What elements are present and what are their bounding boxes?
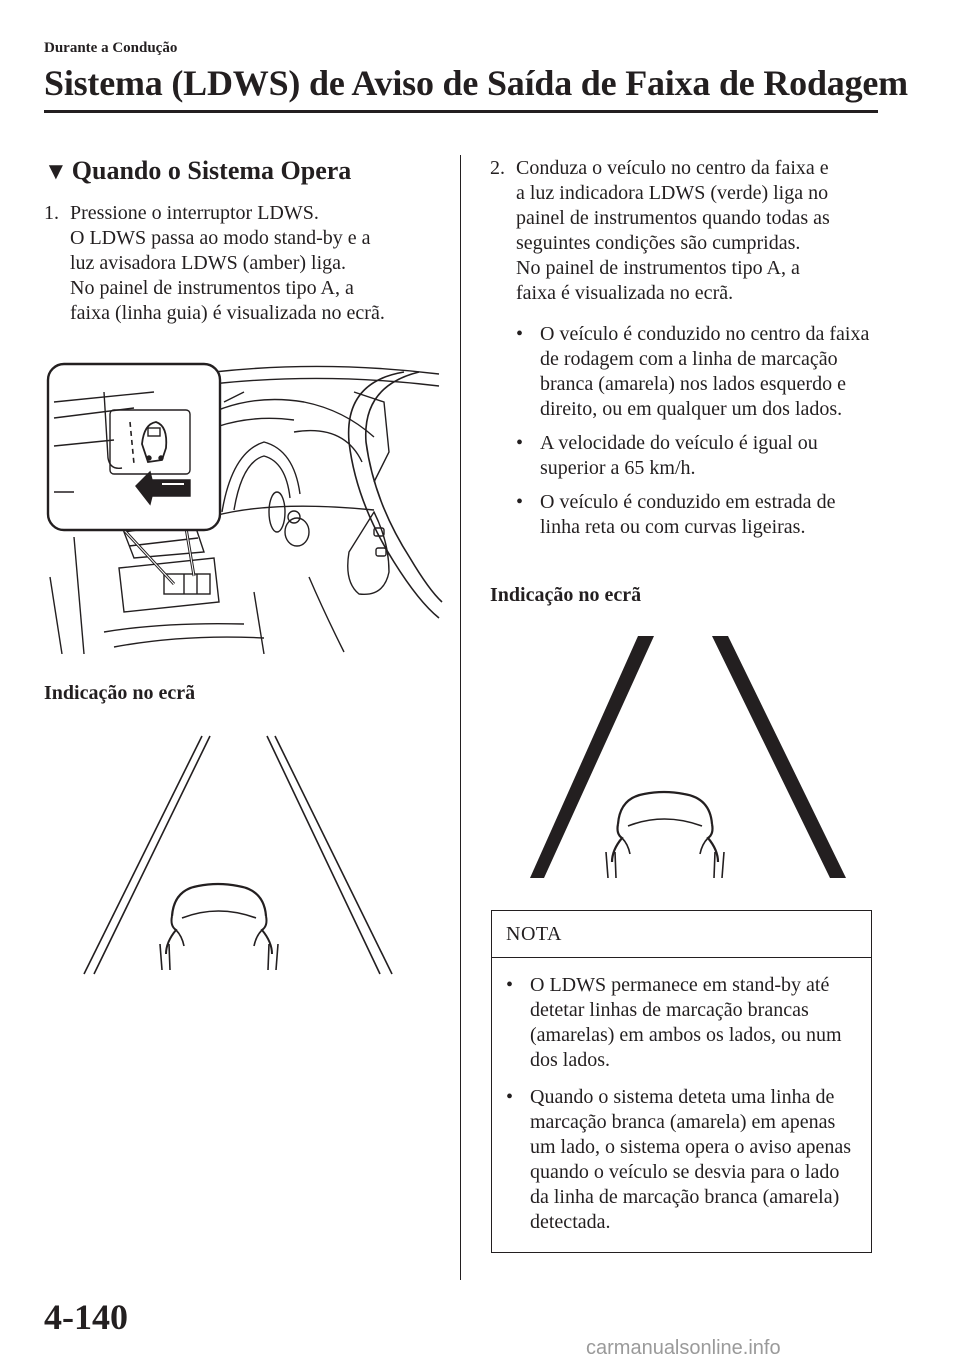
- display-label-left: Indicação no ecrã: [44, 682, 196, 704]
- step-1-line: Pressione o interruptor LDWS.: [70, 202, 319, 224]
- step-2-line: seguintes condições são cumpridas.: [516, 232, 801, 254]
- step-1-text: [70, 201, 385, 326]
- step-2-line: faixa é visualizada no ecrã.: [516, 282, 734, 304]
- bullet-icon: •: [516, 491, 524, 513]
- note-heading: NOTA: [506, 923, 562, 945]
- subheading: [44, 156, 351, 186]
- display-label-right: Indicação no ecrã: [490, 584, 642, 606]
- note-text: O LDWS permanece em stand-by até detetar linhas de marcação brancas (amarelas) em ambos os lados, ou num dos lados.: [530, 974, 842, 1071]
- step-1: [44, 201, 444, 331]
- note-box: [491, 910, 872, 1253]
- step-1-line: O LDWS passa ao modo stand-by e a: [70, 227, 371, 249]
- list-item: [516, 431, 878, 481]
- dashboard-switch-illustration: [44, 362, 444, 654]
- step-2: [490, 156, 890, 311]
- bullet-icon: •: [516, 432, 524, 454]
- watermark: carmanualsonline.info: [586, 1337, 781, 1359]
- step-2-line: No painel de instrumentos tipo A, a: [516, 257, 800, 279]
- subheading-text: Quando o Sistema Opera: [71, 156, 352, 185]
- bullet-icon: •: [506, 1086, 514, 1108]
- column-divider: [460, 155, 461, 1280]
- condition-text: O veículo é conduzido em estrada de linha reta ou com curvas ligeiras.: [540, 491, 836, 538]
- section-label: Durante a Condução: [44, 40, 178, 56]
- page-number: 4-140: [44, 1297, 128, 1337]
- header-rule: [44, 110, 878, 113]
- step-1-line: luz avisadora LDWS (amber) liga.: [70, 252, 347, 274]
- condition-text: A velocidade do veículo é igual ou superior a 65 km/h.: [540, 432, 818, 479]
- step-2-line: a luz indicadora LDWS (verde) liga no: [516, 182, 829, 204]
- list-item: [516, 490, 878, 540]
- note-list: [506, 973, 861, 1247]
- bullet-icon: •: [506, 974, 514, 996]
- step-1-line: faixa (linha guia) é visualizada no ecrã.: [70, 302, 385, 324]
- conditions-list: [516, 322, 878, 549]
- lane-display-standby: [80, 734, 400, 978]
- bullet-icon: •: [516, 323, 524, 345]
- step-1-number: 1.: [44, 202, 59, 224]
- step-2-text: [516, 156, 830, 306]
- note-header: [492, 911, 871, 958]
- note-text: Quando o sistema deteta uma linha de marcação branca (amarela) em apenas um lado, o sistema opera o aviso apenas quando o veículo se desvia para o lado da linha de marcação branca (amarela) detectada.: [530, 1086, 852, 1233]
- list-item: [506, 973, 861, 1073]
- step-2-number: 2.: [490, 157, 505, 179]
- list-item: [506, 1085, 861, 1235]
- triangle-marker-icon: ▼: [44, 159, 68, 185]
- condition-text: O veículo é conduzido no centro da faixa de rodagem com a linha de marcação branca (amarela) nos lados esquerdo e direito, ou em qualquer um dos lados.: [540, 323, 870, 420]
- step-2-line: Conduza o veículo no centro da faixa e: [516, 157, 829, 179]
- step-1-line: No painel de instrumentos tipo A, a: [70, 277, 354, 299]
- chapter-title: Sistema (LDWS) de Aviso de Saída de Faixa de Rodagem: [44, 63, 908, 103]
- step-2-line: painel de instrumentos quando todas as: [516, 207, 830, 229]
- list-item: [516, 322, 878, 422]
- lane-display-active: [530, 636, 850, 882]
